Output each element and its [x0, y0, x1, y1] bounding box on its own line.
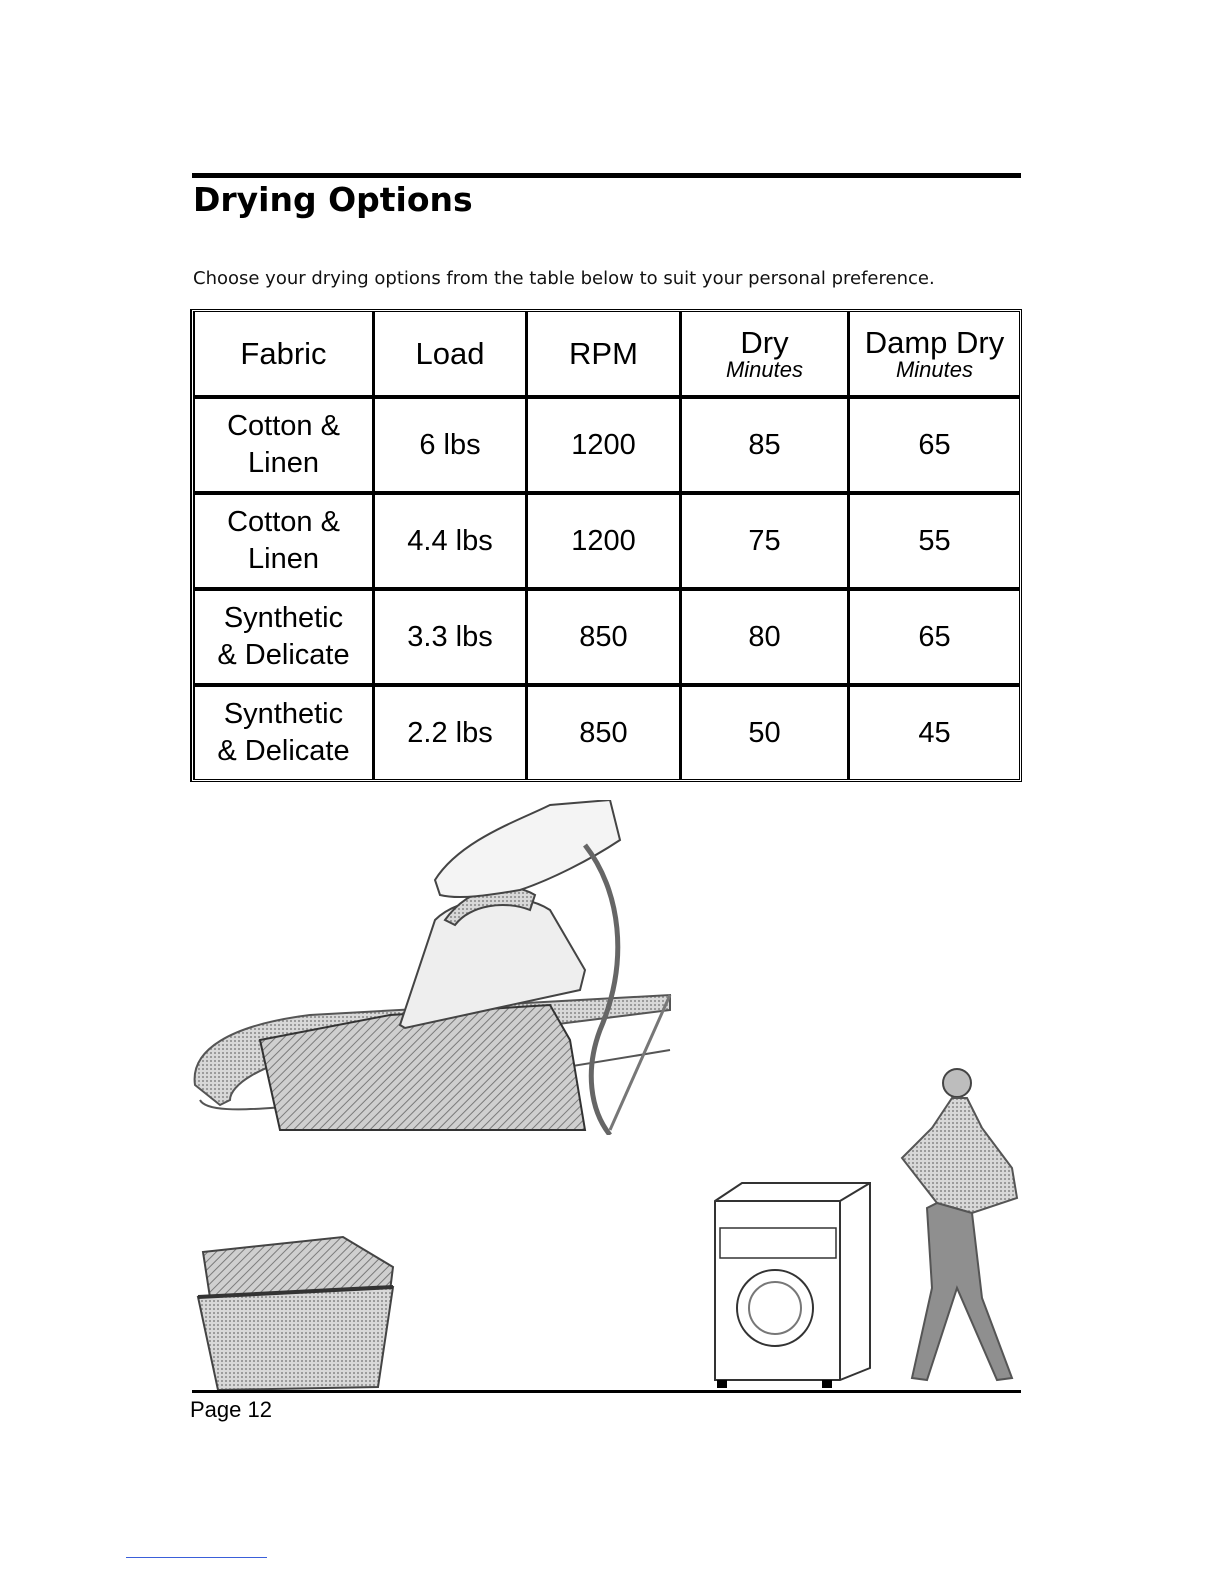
- top-rule: [192, 173, 1021, 178]
- cell-rpm: 850: [528, 591, 682, 687]
- page-title: Drying Options: [193, 180, 473, 219]
- iron-ironing-board-illustration: [190, 800, 675, 1135]
- cell-load: 4.4 lbs: [375, 495, 528, 591]
- cell-dry: 75: [682, 495, 850, 591]
- cell-fabric: Synthetic & Delicate: [195, 687, 375, 779]
- header-dry-sub: Minutes: [725, 356, 804, 382]
- washer-woman-illustration: [712, 1058, 1030, 1390]
- cell-dry: 80: [682, 591, 850, 687]
- header-rpm: RPM: [528, 312, 682, 399]
- cell-dry: 85: [682, 399, 850, 495]
- cell-load: 6 lbs: [375, 399, 528, 495]
- cell-damp-dry: 55: [850, 495, 1019, 591]
- cell-rpm: 850: [528, 687, 682, 779]
- table-header-row: [195, 312, 1019, 399]
- cell-rpm: 1200: [528, 495, 682, 591]
- cell-fabric: Cotton & Linen: [195, 495, 375, 591]
- header-dry: Dry Minutes: [682, 312, 850, 399]
- header-damp-dry: Damp Dry Minutes: [850, 312, 1019, 399]
- cell-rpm: 1200: [528, 399, 682, 495]
- cell-load: 2.2 lbs: [375, 687, 528, 779]
- cell-damp-dry: 65: [850, 399, 1019, 495]
- table-row: [195, 495, 1019, 591]
- cell-fabric: Synthetic & Delicate: [195, 591, 375, 687]
- header-damp-dry-sub: Minutes: [895, 356, 974, 382]
- footer-link-underline: [126, 1557, 267, 1558]
- cell-fabric: Cotton & Linen: [195, 399, 375, 495]
- bottom-rule: [192, 1390, 1021, 1393]
- header-fabric: Fabric: [195, 312, 375, 399]
- drying-options-table: [190, 309, 1022, 782]
- page-number: Page 12: [190, 1397, 272, 1422]
- cell-load: 3.3 lbs: [375, 591, 528, 687]
- cell-dry: 50: [682, 687, 850, 779]
- table-row: [195, 687, 1019, 779]
- cell-damp-dry: 45: [918, 716, 951, 749]
- cell-damp-dry: 65: [850, 591, 1019, 687]
- intro-text: Choose your drying options from the table below to suit your personal preference.: [193, 268, 935, 289]
- table-row: [195, 591, 1019, 687]
- table-row: [195, 399, 1019, 495]
- laundry-basket-illustration: [193, 1232, 398, 1390]
- header-load: Load: [375, 312, 528, 399]
